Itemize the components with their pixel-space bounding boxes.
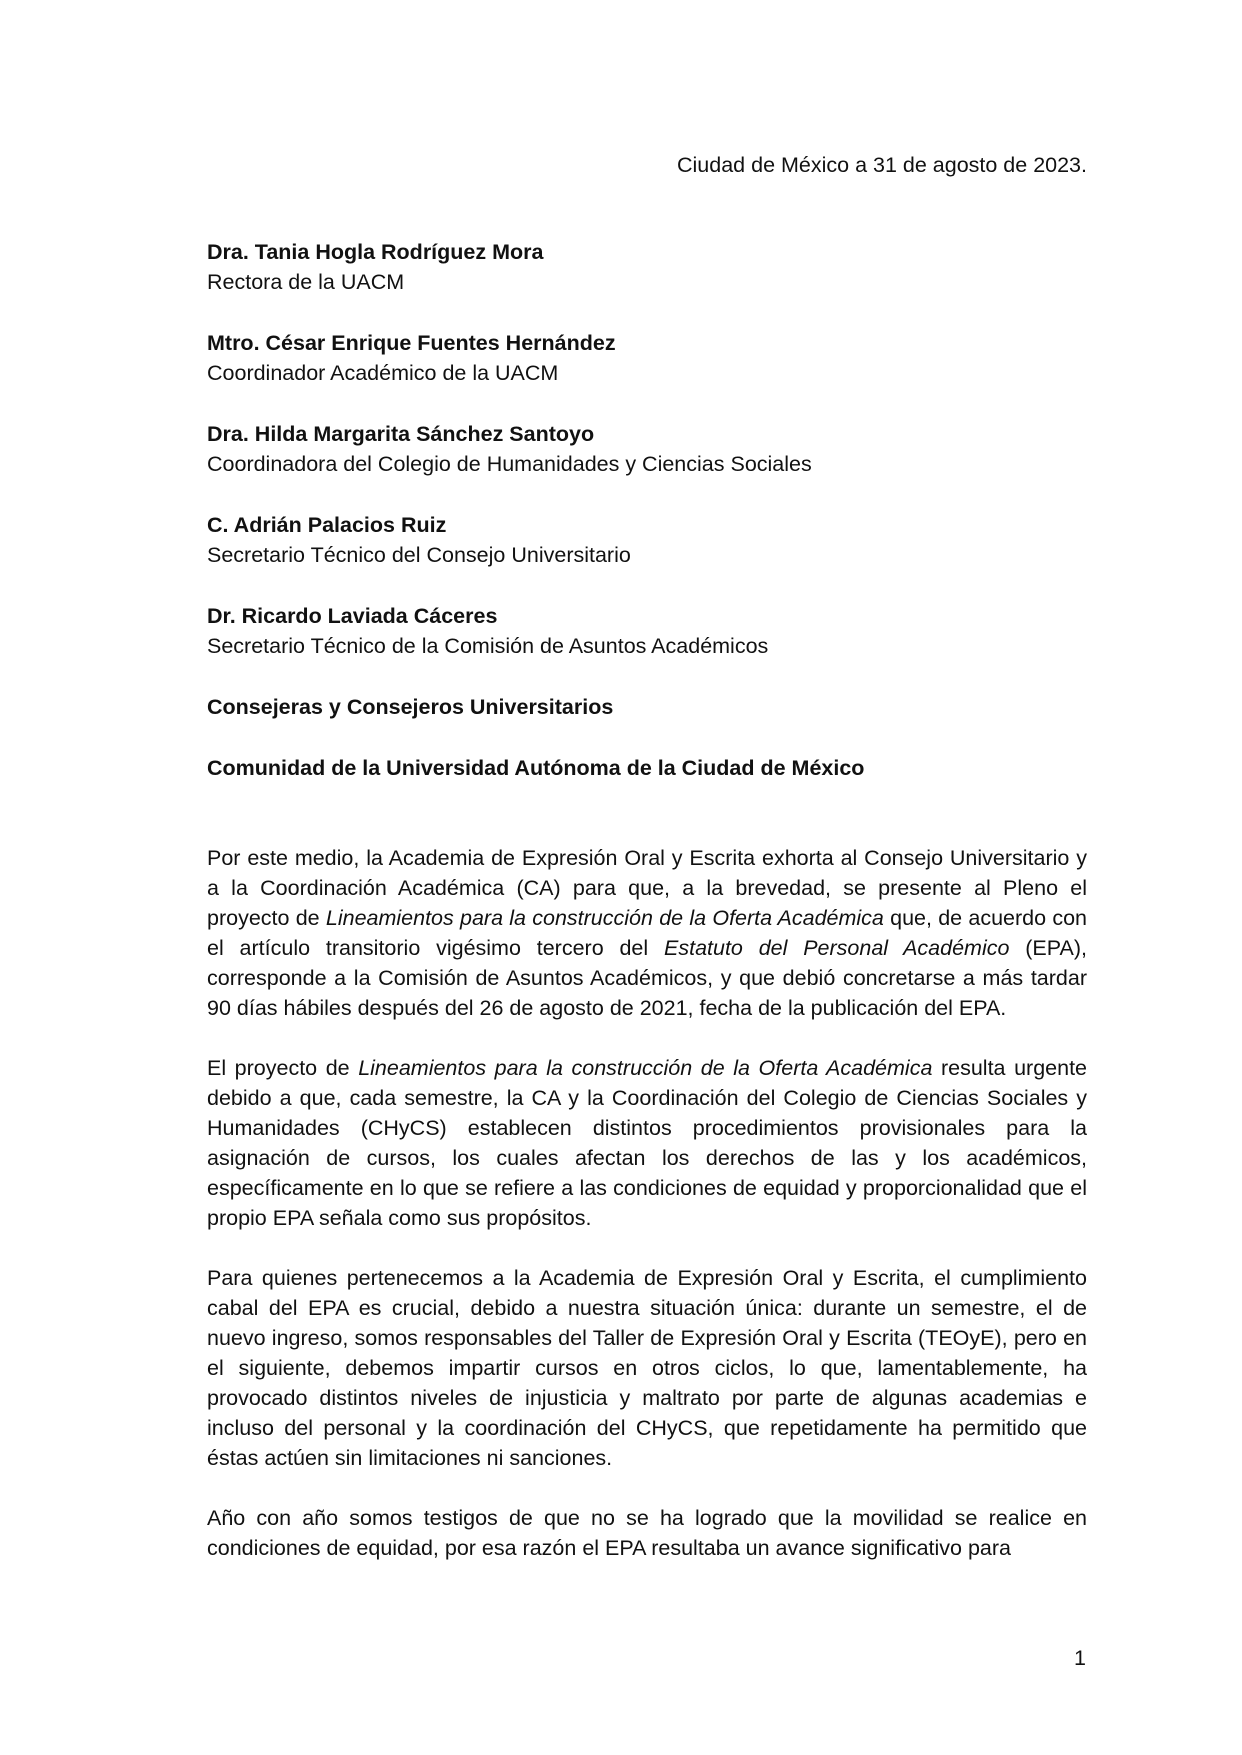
recipient-block <box>207 601 1087 661</box>
italic-title: Lineamientos para la construcción de la Oferta Académica <box>325 906 884 930</box>
recipient-role: Coordinador Académico de la UACM <box>207 361 559 385</box>
addressee-group: Consejeras y Consejeros Universitarios <box>207 695 614 719</box>
paragraph-text: resulta urgente debido a que, cada semestre, la CA y la Coordinación del Colegio de Ciencias Sociales y Humanidades (CHyCS) establecen distintos procedimientos provisionales para la asignación de cursos, los cuales afectan los derechos de las y los académicos, específicamente en lo que se refiere a las condiciones de equidad y proporcionalidad que el propio EPA señala como sus propósitos. <box>207 1056 1087 1230</box>
recipient-name: Dr. Ricardo Laviada Cáceres <box>207 604 498 628</box>
body-paragraph <box>207 1053 1087 1233</box>
recipient-name: Mtro. César Enrique Fuentes Hernández <box>207 331 616 355</box>
recipient-name: Dra. Tania Hogla Rodríguez Mora <box>207 240 544 264</box>
recipient-role: Rectora de la UACM <box>207 270 405 294</box>
recipient-role: Secretario Técnico del Consejo Universitario <box>207 543 631 567</box>
paragraph-text: (EPA), corresponde a la Comisión de Asuntos Académicos, y que debió concretarse a más tardar 90 días hábiles después del 26 de agosto de 2021, fecha de la publicación del EPA. <box>207 936 1087 1020</box>
recipient-block <box>207 419 1087 479</box>
recipient-block <box>207 510 1087 570</box>
body-paragraph: Año con año somos testigos de que no se ha logrado que la movilidad se realice en condiciones de equidad, por esa razón el EPA resultaba un avance significativo para <box>207 1506 1087 1560</box>
recipient-role: Secretario Técnico de la Comisión de Asuntos Académicos <box>207 634 769 658</box>
date-line: Ciudad de México a 31 de agosto de 2023. <box>677 153 1087 177</box>
paragraph-text: que, de acuerdo con el artículo transitorio vigésimo tercero del <box>207 906 1087 960</box>
recipient-name: Dra. Hilda Margarita Sánchez Santoyo <box>207 422 595 446</box>
recipient-role: Coordinadora del Colegio de Humanidades y Ciencias Sociales <box>207 452 812 476</box>
body-paragraph: Para quienes pertenecemos a la Academia de Expresión Oral y Escrita, el cumplimiento cabal del EPA es crucial, debido a nuestra situación única: durante un semestre, el de nuevo ingreso, somos responsables del Taller de Expresión Oral y Escrita (TEOyE), pero en el siguiente, debemos impartir cursos en otros ciclos, lo que, lamentablemente, ha provocado distintos niveles de injusticia y maltrato por parte de algunas academias e incluso del personal y la coordinación del CHyCS, que repetidamente ha permitido que éstas actúen sin limitaciones ni sanciones. <box>207 1266 1087 1470</box>
page-number: 1 <box>1074 1646 1086 1670</box>
body-paragraph <box>207 843 1087 1023</box>
recipient-name: C. Adrián Palacios Ruiz <box>207 513 447 537</box>
addressee-group: Comunidad de la Universidad Autónoma de la Ciudad de México <box>207 756 865 780</box>
paragraph-text: Por este medio, la Academia de Expresión Oral y Escrita exhorta al Consejo Universitario y a la Coordinación Académica (CA) para que, a la brevedad, se presente al Pleno el proyecto de <box>207 846 1087 930</box>
italic-title: Estatuto del Personal Académico <box>664 936 1010 960</box>
letter-body <box>207 237 1087 1593</box>
italic-title: Lineamientos para la construcción de la Oferta Académica <box>358 1056 933 1080</box>
recipient-block <box>207 237 1087 297</box>
recipient-block <box>207 328 1087 388</box>
paragraph-text: El proyecto de <box>207 1056 359 1080</box>
